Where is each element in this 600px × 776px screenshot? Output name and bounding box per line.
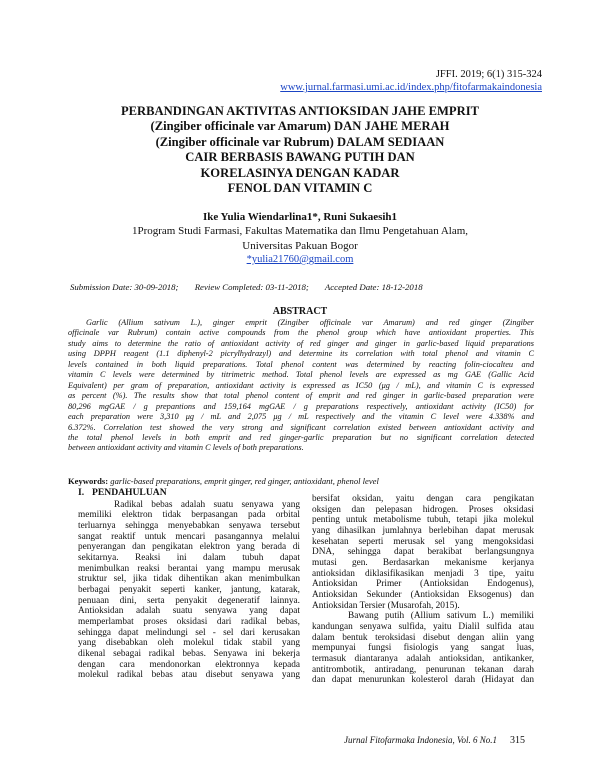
abstract-line: 6.372%. Correlation test showed the very strong and significant correlation existed between antioxidant activity and xyxy=(68,422,534,432)
author-list: Ike Yulia Wiendarlina1*, Runi Sukaesih1 xyxy=(202,211,398,223)
abstract-line: using DPPH reagent (1.1 diphenyl-2 picrylhydrazyl) and determine its correlation with total phenol and vitamin C xyxy=(68,349,534,359)
paragraph-line: mutasi gen. Berdasarkan mekanisme kerjanya xyxy=(312,557,534,568)
publication-dates xyxy=(70,282,540,292)
right-column xyxy=(312,494,534,686)
title-line: CAIR BERBASIS BAWANG PUTIH DAN xyxy=(185,150,415,165)
paragraph-line: Antioksidan Primer (Antioksidan Endogenus), xyxy=(312,579,534,590)
paragraph-line: penting untuk metabolisme tubuh, tetapi jika molekul xyxy=(312,515,534,526)
section-heading xyxy=(78,488,300,499)
paragraph-line: penuaan dini, serta penyakit degeneratif lainnya. xyxy=(78,595,300,606)
keywords-label: Keywords: xyxy=(68,476,109,486)
page-number: 315 xyxy=(510,735,525,746)
paragraph-line: Antioksidan Tersier (Musarofah, 2015). xyxy=(312,600,460,611)
paragraph-line: sekitarnya. Reaksi ini dalam tubuh dapat xyxy=(78,552,300,563)
paragraph-line: penyerangan dan pengikatan elektron yang berada di xyxy=(78,542,300,553)
abstract-line: between antioxidant activity and vitamin C levels of both preparations. xyxy=(68,443,304,453)
abstract-line: 80,296 mgGAE / g prepantions and 159,164 mgGAE / g preparations respectively, antioxidant activity (IC50) for xyxy=(68,401,534,411)
keywords xyxy=(68,476,534,486)
paragraph-line: menimbulkan reaksi berantai yang mampu merusak xyxy=(78,563,300,574)
paragraph-line: termasuk diantaranya adalah antioksidan, antikanker, xyxy=(312,653,534,664)
title-line: (Zingiber officinale var Amarum) DAN JAHE MERAH xyxy=(150,119,450,134)
abstract-body xyxy=(68,318,534,454)
paragraph-line: Antioksidan Sekunder (Antioksidan Eksogenus) dan xyxy=(312,589,534,600)
paragraph-line: dikenal sebagai radikal bebas. Senyawa ini bekerja xyxy=(78,648,300,659)
title-line: (Zingiber officinale var Rubrum) DALAM SEDIAAN xyxy=(155,134,445,149)
affiliation-line: Universitas Pakuan Bogor xyxy=(242,239,358,252)
paragraph-line: memperlambat proses oksidasi dari radikal bebas, xyxy=(78,616,300,627)
abstract-line: study aims to determine the ratio of antioxidant activity of red ginger and ginger in garlic-based liquid preparations xyxy=(68,338,534,348)
accepted-date: Accepted Date: 18-12-2018 xyxy=(324,282,423,292)
paragraph-line: sangat reaktif untuk mencari pasangannya melalui xyxy=(78,531,300,542)
paragraph-line: struktur sel, jika tidak dihentikan akan menimbulkan xyxy=(78,574,300,585)
paragraph-line: mempunyai fungsi fisiologis yang sangat luas, xyxy=(312,643,534,654)
paragraph-line: dan dapat menurunkan kolesterol darah (Hidayat dan xyxy=(312,675,534,686)
paragraph-line: dengan cara mendonorkan elektronnya kepada xyxy=(78,659,300,670)
paragraph-line: sehingga dapat melindungi sel - sel dari kerusakan xyxy=(78,627,300,638)
section-number: I. xyxy=(78,487,85,498)
review-date: Review Completed: 03-11-2018; xyxy=(194,282,309,292)
paragraph-line: kesehatan seperti merusak sel yang mengoksidasi xyxy=(312,536,534,547)
abstract-line: officinale var Rubrum) contain active compounds from the phenol group which have antioxidant properties. This xyxy=(68,328,534,338)
journal-url-link[interactable]: www.jurnal.farmasi.umi.ac.id/index.php/fitofarmakaindonesia xyxy=(280,82,542,93)
journal-footer: Jurnal Fitofarmaka Indonesia, Vol. 6 No.1 xyxy=(344,735,497,745)
paragraph-line: dalam bentuk teroksidasi disebut dengan aliin yang xyxy=(312,632,534,643)
paragraph-line: terluarnya sehingga menyebabkan senyawa tersebut xyxy=(78,520,300,531)
paragraph-line: memiliki elektron tidak berpasangan pada orbital xyxy=(78,510,300,521)
paragraph-line: antitrombotik, antiradang, penurunan tekanan darah xyxy=(312,664,534,675)
paragraph-line: antioksidan diklasifikasikan menjadi 3 tipe, yaitu xyxy=(312,568,534,579)
abstract-line: vitamin C levels were determined by titrimetric method. Total phenol levels are expressed as mg GAE (Gallic Acid xyxy=(68,370,534,380)
author-affiliation xyxy=(60,224,540,253)
abstract-line: the total phenol levels in both emprit and red ginger-garlic preparation but no significant correlation detected xyxy=(68,432,534,442)
corresponding-email xyxy=(60,254,540,265)
paragraph-line: molekul radikal bebas atau disebut senyawa yang xyxy=(78,670,300,681)
title-line: PERBANDINGAN AKTIVITAS ANTIOKSIDAN JAHE EMPRIT xyxy=(120,104,480,118)
paragraph-line: Antioksidan adalah suatu senyawa yang dapat xyxy=(78,606,300,617)
paragraph-line: DNA, sehingga dapat berakibat berlangsungnya xyxy=(312,547,534,558)
paragraph-line: yang disebabkan oleh molekul tidak stabil yang xyxy=(78,638,300,649)
abstract-line: levels contained in both liquid preparations. Total phenol content was determined by reacting folin-ciocalteu and xyxy=(68,359,534,369)
submission-date: Submission Date: 30-09-2018; xyxy=(70,282,179,292)
title-line: KORELASINYA DENGAN KADAR xyxy=(200,165,400,180)
paragraph-line: Radikal bebas adalah suatu senyawa yang xyxy=(114,499,300,510)
email-link[interactable]: *yulia21760@gmail.com xyxy=(246,254,354,265)
abstract-line: Garlic (Allium sativum L.), ginger emprit (Zingiber officinale var Amarum) and red ginger (Zingiber xyxy=(86,318,534,327)
paper-title xyxy=(60,104,540,196)
paragraph-line: oksigen dan pelepasan hidrogen. Proses oksidasi xyxy=(312,504,534,515)
paragraph-line: bersifat oksidan, yaitu dengan cara pengikatan xyxy=(312,494,534,504)
keywords-text: garlic-based preparations, emprit ginger, red ginger, antioxidant, phenol level xyxy=(110,476,379,486)
paragraph-line: berbagai penyakit seperti kanker, jantung, katarak, xyxy=(78,584,300,595)
title-line: FENOL DAN VITAMIN C xyxy=(227,181,373,196)
affiliation-line: 1Program Studi Farmasi, Fakultas Matematika dan Ilmu Pengetahuan Alam, xyxy=(131,225,469,237)
abstract-line: as percent (%). The results show that total phenol content of emprit and red ginger in garlic-based preparation were xyxy=(68,391,534,401)
paragraph-line: kandungan senyawa sulfida, yaitu Dialil sulfida atau xyxy=(312,621,534,632)
paragraph-line: Bawang putih (Allium sativum L.) memiliki xyxy=(348,611,534,622)
left-column xyxy=(78,488,300,681)
journal-reference: JFFI. 2019; 6(1) 315-324 xyxy=(435,69,542,80)
abstract-line: Equivalent) per gram of preparation, antioxidant activity is expressed as IC50 (μg / mL), and vitamin C is expressed xyxy=(68,380,534,390)
abstract-line: each preparation were 3,310 μg / mL and 2,075 μg / mL respectively and the vitamin C level were 4.338% and xyxy=(68,412,534,422)
paragraph-line: yang dihasilkan jumlahnya berlebihan dapat merusak xyxy=(312,525,534,536)
abstract-heading: ABSTRACT xyxy=(272,306,328,317)
section-title: PENDAHULUAN xyxy=(92,487,167,498)
